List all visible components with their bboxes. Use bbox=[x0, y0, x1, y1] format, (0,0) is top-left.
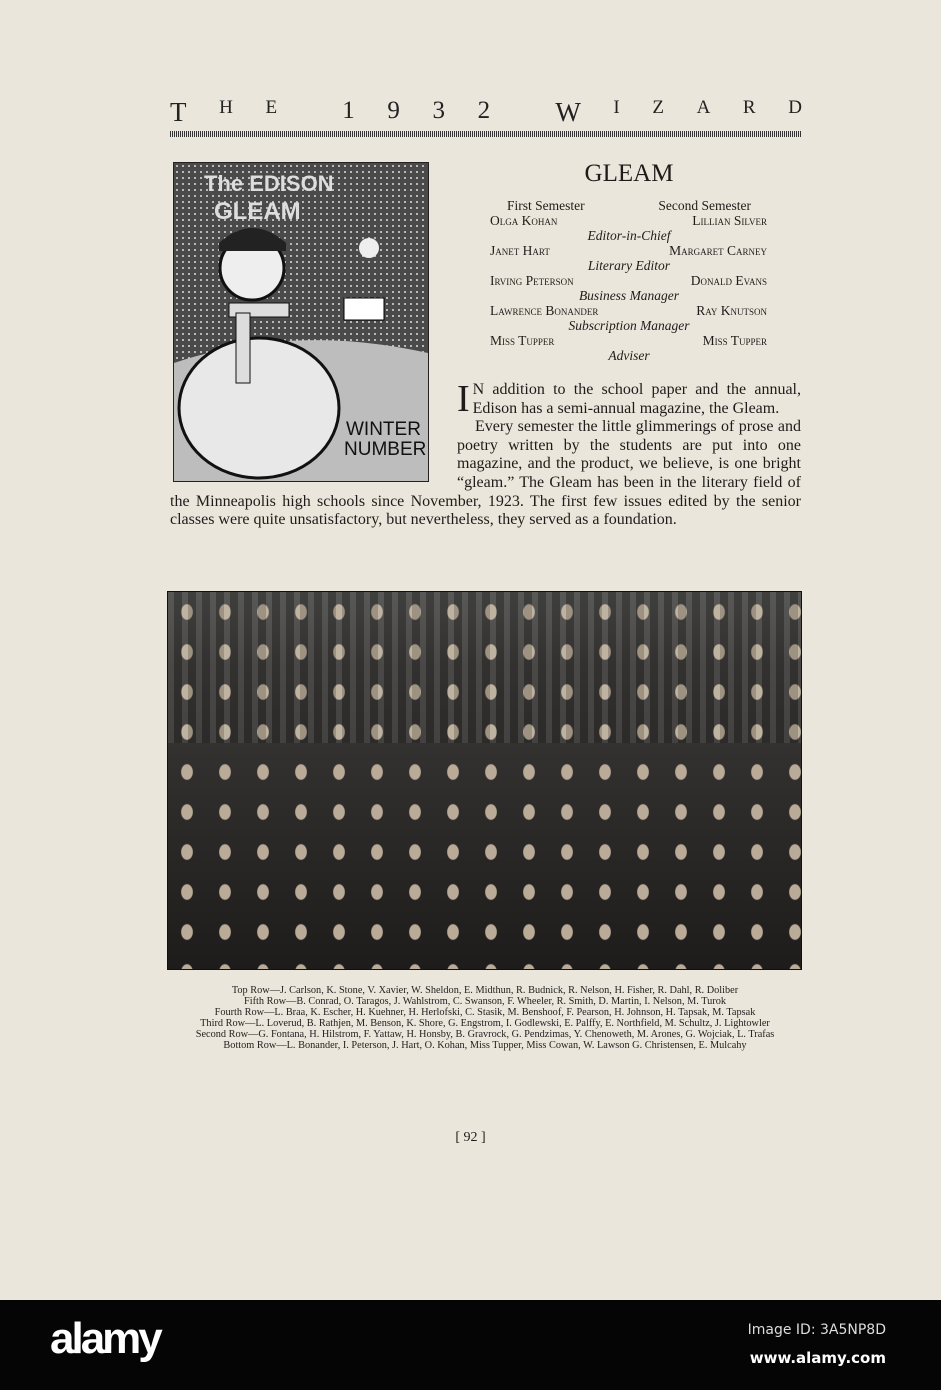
header-letter: D bbox=[788, 97, 802, 118]
cover-winter: WINTER bbox=[346, 419, 421, 440]
paragraph-1-text: N addition to the school paper and the annual, Edison has a semi-annual magazine, the Gleam. bbox=[472, 381, 801, 417]
cover-title-2: GLEAM bbox=[214, 198, 301, 225]
caption-row: Second Row—G. Fontana, H. Hilstrom, F. Yattaw, H. Honsby, B. Gravrock, G. Pendzimas, Y. Chenoweth, M. Arones, G. Wojciak, L. Trafas bbox=[195, 1029, 775, 1040]
caption-row: Fourth Row—L. Braa, K. Escher, H. Kuehner, H. Herlofski, C. Stasik, M. Benshoof, F. Pearson, H. Johnson, H. Tapsak, M. Tapsak bbox=[214, 1007, 756, 1018]
staff-row bbox=[457, 213, 801, 228]
staff-row bbox=[457, 303, 801, 318]
staff-role: Literary Editor bbox=[587, 258, 671, 273]
header-title bbox=[170, 97, 802, 128]
staff-role: Subscription Manager bbox=[568, 318, 690, 333]
header-letter: 2 bbox=[477, 97, 491, 124]
staff-row bbox=[457, 273, 801, 288]
header-letter: 3 bbox=[432, 97, 445, 124]
caption-row: Top Row—J. Carlson, K. Stone, V. Xavier, W. Sheldon, E. Midthun, R. Budnick, R. Nelson, H. Fisher, R. Dahl, R. Doliber bbox=[231, 985, 739, 996]
caption-row: Third Row—L. Loverud, B. Rathjen, M. Benson, K. Shore, G. Engstrom, I. Godlewski, E. Palffy, E. Northfield, M. Schultz, J. Lightowler bbox=[200, 1018, 770, 1029]
photo-caption bbox=[160, 985, 810, 1051]
alamy-logo: alamy bbox=[50, 1314, 160, 1363]
page-number: [ 92 ] bbox=[455, 1130, 486, 1145]
caption-row: Fifth Row—B. Conrad, O. Taragos, J. Wahlstrom, C. Swanson, F. Wheeler, R. Smith, D. Martin, I. Nelson, M. Turok bbox=[243, 996, 727, 1007]
second-semester-name: Ray Knutson bbox=[696, 303, 767, 318]
second-semester-name: Miss Tupper bbox=[702, 333, 767, 348]
paragraph-2: Every semester the little glimmerings of prose and poetry written by the students are put into one magazine, and the product, we believe, is one bright “gleam.” The Gleam has been in the literary field of the Minneapolis high schools since November, 1923. The first few issues edited by the senior classes were quite unsatisfactory, but nevertheless, they served as a foundation. bbox=[170, 418, 801, 529]
first-semester-name: Janet Hart bbox=[490, 243, 550, 258]
watermark-footer bbox=[0, 1300, 941, 1390]
first-semester-name: Olga Kohan bbox=[490, 213, 558, 228]
header-letter: T bbox=[170, 97, 187, 127]
staff-role: Business Manager bbox=[578, 288, 680, 303]
second-semester-heading: Second Semester bbox=[658, 198, 751, 213]
curtain-backdrop bbox=[168, 592, 801, 743]
second-semester-name: Margaret Carney bbox=[669, 243, 767, 258]
article bbox=[170, 160, 801, 530]
header-letter: Z bbox=[652, 97, 664, 118]
staff-role: Editor-in-Chief bbox=[587, 228, 671, 243]
image-id: Image ID: 3A5NP8D bbox=[747, 1322, 886, 1338]
staff-row bbox=[457, 333, 801, 348]
running-header bbox=[170, 97, 802, 137]
first-semester-name: Miss Tupper bbox=[490, 333, 555, 348]
header-letter: E bbox=[265, 97, 278, 118]
first-semester-name: Irving Peterson bbox=[490, 273, 574, 288]
second-semester-name: Donald Evans bbox=[690, 273, 767, 288]
header-letter: I bbox=[613, 97, 620, 118]
alamy-url[interactable]: www.alamy.com bbox=[749, 1349, 886, 1367]
magazine-cover-image bbox=[173, 162, 429, 482]
page-title: GLEAM bbox=[584, 160, 674, 187]
staff-row bbox=[457, 243, 801, 258]
first-semester-heading: First Semester bbox=[507, 198, 585, 213]
header-letter: W bbox=[555, 97, 581, 127]
cover-number: NUMBER bbox=[344, 439, 427, 460]
staff-role: Adviser bbox=[608, 348, 650, 363]
header-letter: R bbox=[742, 97, 756, 118]
first-semester-name: Lawrence Bonander bbox=[490, 303, 599, 318]
second-semester-name: Lillian Silver bbox=[692, 213, 767, 228]
header-letter: 1 bbox=[342, 97, 355, 124]
caption-row: Bottom Row—L. Bonander, I. Peterson, J. Hart, O. Kohan, Miss Tupper, Miss Cowan, W. Lawson G. Christensen, E. Mulcahy bbox=[223, 1040, 747, 1051]
header-letter: H bbox=[219, 97, 233, 118]
semester-headings bbox=[457, 198, 801, 213]
header-letter: A bbox=[696, 97, 711, 118]
header-rule bbox=[170, 131, 802, 137]
header-letter: 9 bbox=[387, 97, 400, 124]
group-photo bbox=[167, 591, 802, 970]
drop-cap: I bbox=[457, 378, 470, 420]
cover-title-1: The EDISON bbox=[204, 171, 334, 196]
